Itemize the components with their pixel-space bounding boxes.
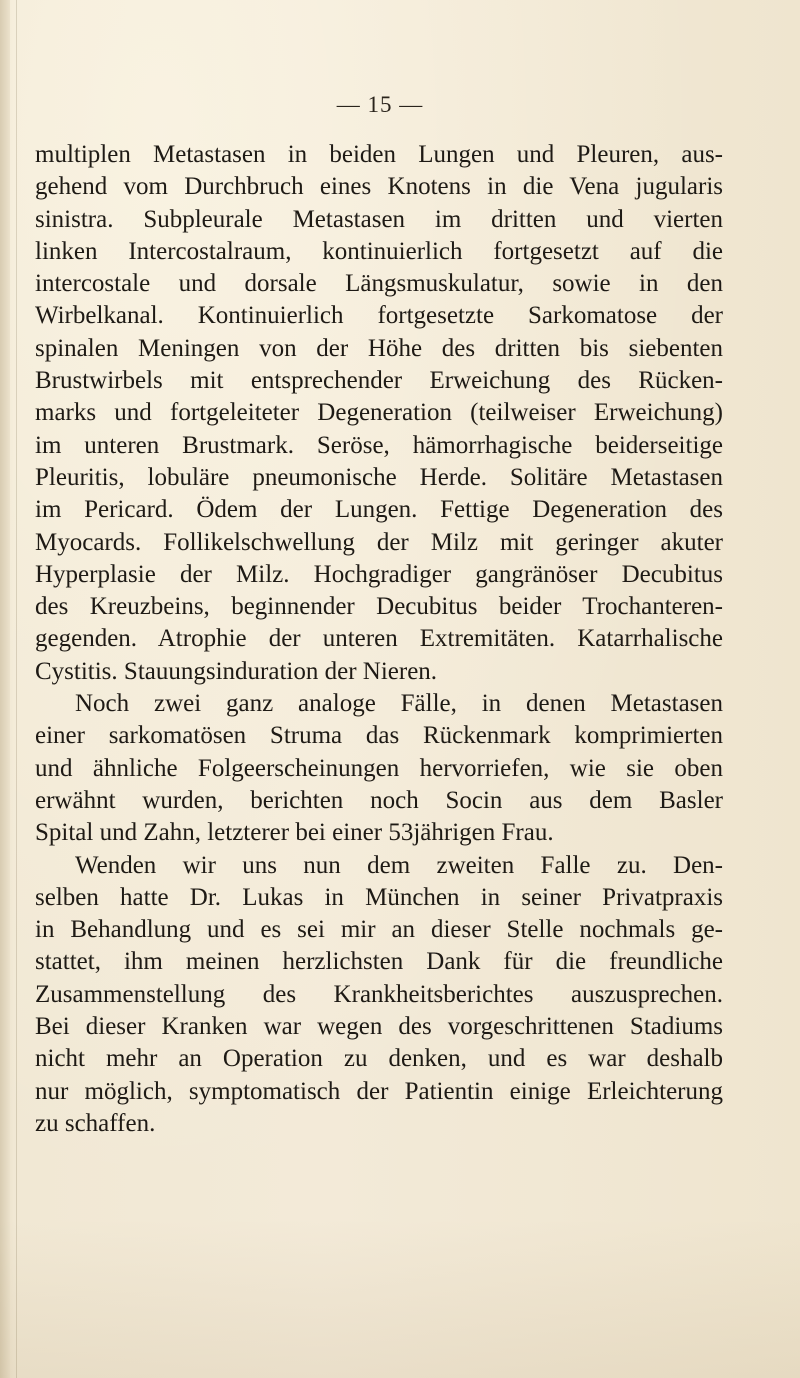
text-line: des Kreuzbeins, beginnender Decubitus beider Trochanteren- xyxy=(35,593,723,621)
paragraph-end-line: zu schaffen. xyxy=(35,1109,156,1137)
paragraph-start-line: Noch zwei ganz analoge Fälle, in denen Metastasen xyxy=(75,690,723,718)
text-line: im Pericard. Ödem der Lungen. Fettige Degeneration des xyxy=(35,496,723,524)
text-line: linken Intercostalraum, kontinuierlich fortgesetzt auf die xyxy=(35,237,723,265)
text-line: nicht mehr an Operation zu denken, und es war deshalb xyxy=(35,1045,723,1073)
text-line: und ähnliche Folgeerscheinungen hervorriefen, wie sie oben xyxy=(35,754,723,782)
text-line: marks und fortgeleiteter Degeneration (teilweiser Erweichung) xyxy=(35,399,723,427)
text-line: in Behandlung und es sei mir an dieser Stelle nochmals ge- xyxy=(35,916,723,944)
text-line: nur möglich, symptomatisch der Patientin einige Erleichterung xyxy=(35,1077,723,1105)
text-line: Zusammenstellung des Krankheitsberichtes auszusprechen. xyxy=(35,980,723,1008)
text-line: einer sarkomatösen Struma das Rückenmark komprimierten xyxy=(35,722,723,750)
text-line: stattet, ihm meinen herzlichsten Dank für die freundliche xyxy=(35,948,723,976)
paragraph-start-line: Wenden wir uns nun dem zweiten Falle zu. Den- xyxy=(75,851,723,879)
paragraph-end-line: Spital und Zahn, letzterer bei einer 53jährigen Frau. xyxy=(35,819,554,847)
text-line: erwähnt wurden, berichten noch Socin aus dem Basler xyxy=(35,786,723,814)
paragraph-end-line: Cystitis. Stauungsinduration der Nieren. xyxy=(35,657,438,685)
page-bottom-shading xyxy=(0,1218,800,1378)
text-line: Pleuritis, lobuläre pneumonische Herde. Solitäre Metastasen xyxy=(35,463,723,491)
text-line: sinistra. Subpleurale Metastasen im dritten und vierten xyxy=(35,205,723,233)
text-line: Wirbelkanal. Kontinuierlich fortgesetzte Sarkomatose der xyxy=(35,302,723,330)
text-line: spinalen Meningen von der Höhe des dritten bis siebenten xyxy=(35,334,723,362)
text-line: Hyperplasie der Milz. Hochgradiger gangränöser Decubitus xyxy=(35,560,723,588)
text-line: gehend vom Durchbruch eines Knotens in die Vena jugularis xyxy=(35,173,723,201)
text-line: multiplen Metastasen in beiden Lungen und Pleuren, aus- xyxy=(35,141,723,168)
text-line: selben hatte Dr. Lukas in München in seiner Privatpraxis xyxy=(35,883,723,911)
page-number: — 15 — xyxy=(336,92,424,117)
page-spine-edge xyxy=(0,0,10,1378)
text-line: intercostale und dorsale Längsmuskulatur, sowie in den xyxy=(35,270,723,298)
text-line: Brustwirbels mit entsprechender Erweichung des Rücken- xyxy=(35,367,723,395)
body-text xyxy=(35,139,723,1140)
text-line: Bei dieser Kranken war wegen des vorgeschrittenen Stadiums xyxy=(35,1013,723,1041)
page-gutter-line xyxy=(16,0,17,1378)
text-line: Myocards. Follikelschwellung der Milz mit geringer akuter xyxy=(35,528,723,556)
text-line: gegenden. Atrophie der unteren Extremitäten. Katarrhalische xyxy=(35,625,723,653)
text-line: im unteren Brustmark. Seröse, hämorrhagische beiderseitige xyxy=(35,431,723,459)
